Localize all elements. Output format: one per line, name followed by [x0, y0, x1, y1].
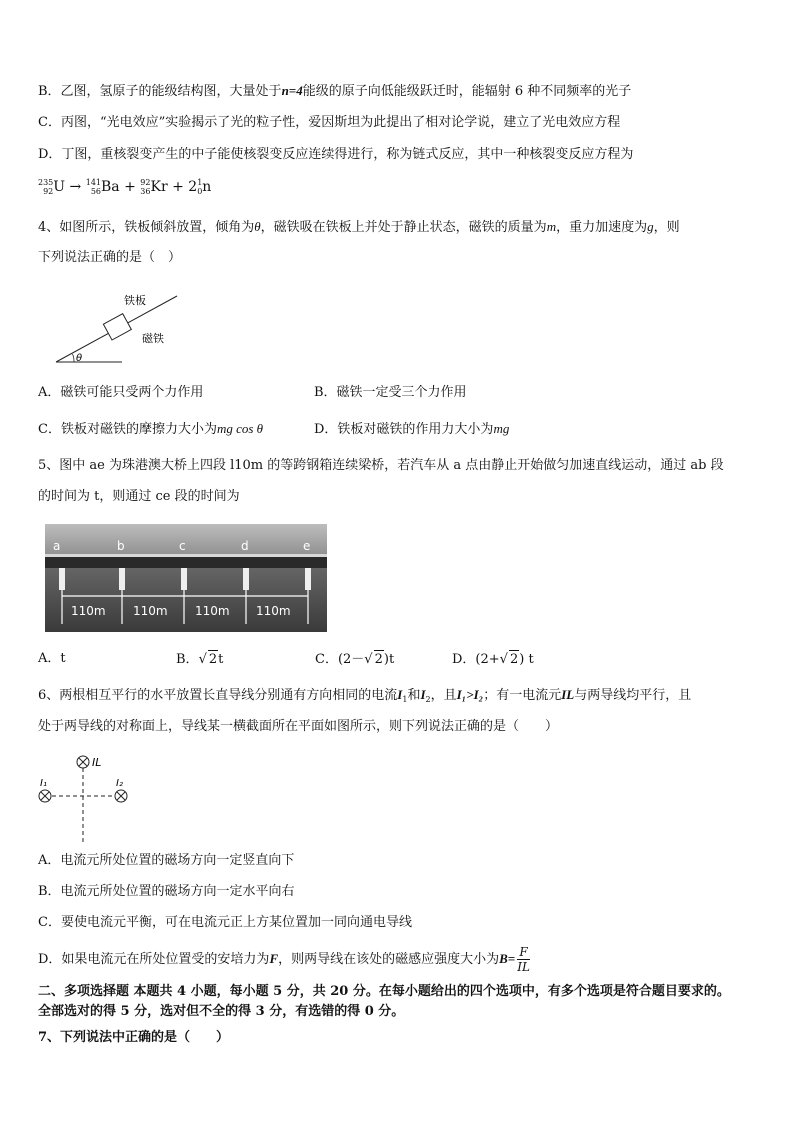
wire-I2-symbol: [115, 790, 127, 802]
q5-bridge-photo: [45, 524, 327, 632]
span-ab: 110m: [71, 604, 106, 618]
wire-I1-symbol: [39, 790, 51, 802]
point-b: b: [117, 539, 125, 553]
q3-option-d: D．丁图，重核裂变产生的中子能使核裂变反应连续得进行，称为链式反应，其中一种核裂变反应方程为: [38, 147, 634, 162]
theta-label: θ: [76, 353, 83, 364]
q5-stem-line2: 的时间为 t，则通过 ce 段的时间为: [38, 489, 240, 504]
angle-arc: [73, 354, 75, 362]
point-e: e: [303, 539, 311, 553]
q7-stem: 7、下列说法中正确的是（ ）: [38, 1030, 230, 1045]
magnet-block: [103, 314, 131, 340]
q5-option-c: C．(2－√ 2)t: [315, 652, 395, 667]
label-I1: I₁: [40, 778, 47, 789]
q4-option-a: A．磁铁可能只受两个力作用: [38, 385, 204, 400]
magnet-label: 磁铁: [142, 332, 164, 345]
q3-option-c: C．丙图，“光电效应”实验揭示了光的粒子性，爱因斯坦为此提出了相对论学说，建立了光电效应方程: [38, 115, 621, 130]
q6-stem: 6、两根相互平行的水平放置长直导线分别通有方向相同的电流$I_1$和$I_2$，且I₁>I₂；有一电流元IL与两导线均平行，且: [38, 687, 692, 704]
span-cd: 110m: [195, 604, 230, 618]
q6-wire-figure: [34, 752, 144, 844]
label-IL: IL: [92, 756, 102, 769]
q4-option-c: C．铁板对磁铁的摩擦力大小为mg cos θ: [38, 421, 264, 437]
q6-stem-line2: 处于两导线的对称面上，导线某一横截面所在平面如图所示，则下列说法正确的是（ ）: [38, 719, 559, 734]
point-d: d: [241, 539, 249, 553]
q4-incline-figure: [52, 288, 182, 368]
q4-option-b: B．磁铁一定受三个力作用: [314, 385, 467, 400]
q4-stem: 4、如图所示，铁板倾斜放置，倾角为θ，磁铁吸在铁板上并处于静止状态，磁铁的质量为m，重力加速度为g，则: [38, 219, 680, 235]
span-de: 110m: [256, 604, 291, 618]
current-element-symbol: [77, 756, 89, 768]
q3-option-b: B．乙图，氢原子的能级结构图，大量处于n=4能级的原子向低能级跃迁时，能辐射 6 种不同频率的光子: [38, 83, 632, 99]
q6-option-d: D．如果电流元在所处位置受的安培力为F，则两导线在该处的磁感应强度大小为B= $\frac{F}{IL}$: [38, 945, 530, 974]
q5-option-b: B．√ 2t: [176, 652, 224, 667]
point-c: c: [179, 539, 186, 553]
q6-option-b: B．电流元所处位置的磁场方向一定水平向右: [38, 884, 295, 899]
span-bc: 110m: [133, 604, 168, 618]
section2-heading-line1: 二、多项选择题 本题共 4 小题，每小题 5 分，共 20 分。在每小题给出的四个选项中，有多个选项是符合题目要求的。: [38, 984, 730, 999]
q5-option-a: A．t: [38, 651, 66, 666]
deck-edge: [45, 554, 327, 557]
q6-option-c: C．要使电流元平衡，可在电流元正上方某位置加一同向通电导线: [38, 915, 412, 930]
q5-stem-line1: 5、图中 ae 为珠港澳大桥上四段 l10m 的等跨钢箱连续梁桥，若汽车从 a 点由静止开始做匀加速直线运动，通过 ab 段: [38, 458, 724, 473]
point-a: a: [53, 539, 61, 553]
label-I2: I₂: [116, 778, 123, 789]
plate-label: 铁板: [124, 294, 146, 307]
section2-heading-line2: 全部选对的得 5 分，选对但不全的得 3 分，有选错的得 0 分。: [38, 1004, 405, 1019]
q3-fission-equation: 235 92U → 141 56Ba + 92 36Kr + 21 0n: [38, 178, 212, 196]
q5-option-d: D．(2+√ 2) t: [452, 652, 534, 667]
fraction-F-over-IL: $\frac{F}{IL}$: [517, 945, 530, 974]
q6-option-a: A．电流元所处位置的磁场方向一定竖直向下: [38, 853, 295, 868]
q4-stem-line2: 下列说法正确的是（ ）: [38, 250, 182, 265]
q4-option-d: D．铁板对磁铁的作用力大小为mg: [314, 421, 510, 437]
